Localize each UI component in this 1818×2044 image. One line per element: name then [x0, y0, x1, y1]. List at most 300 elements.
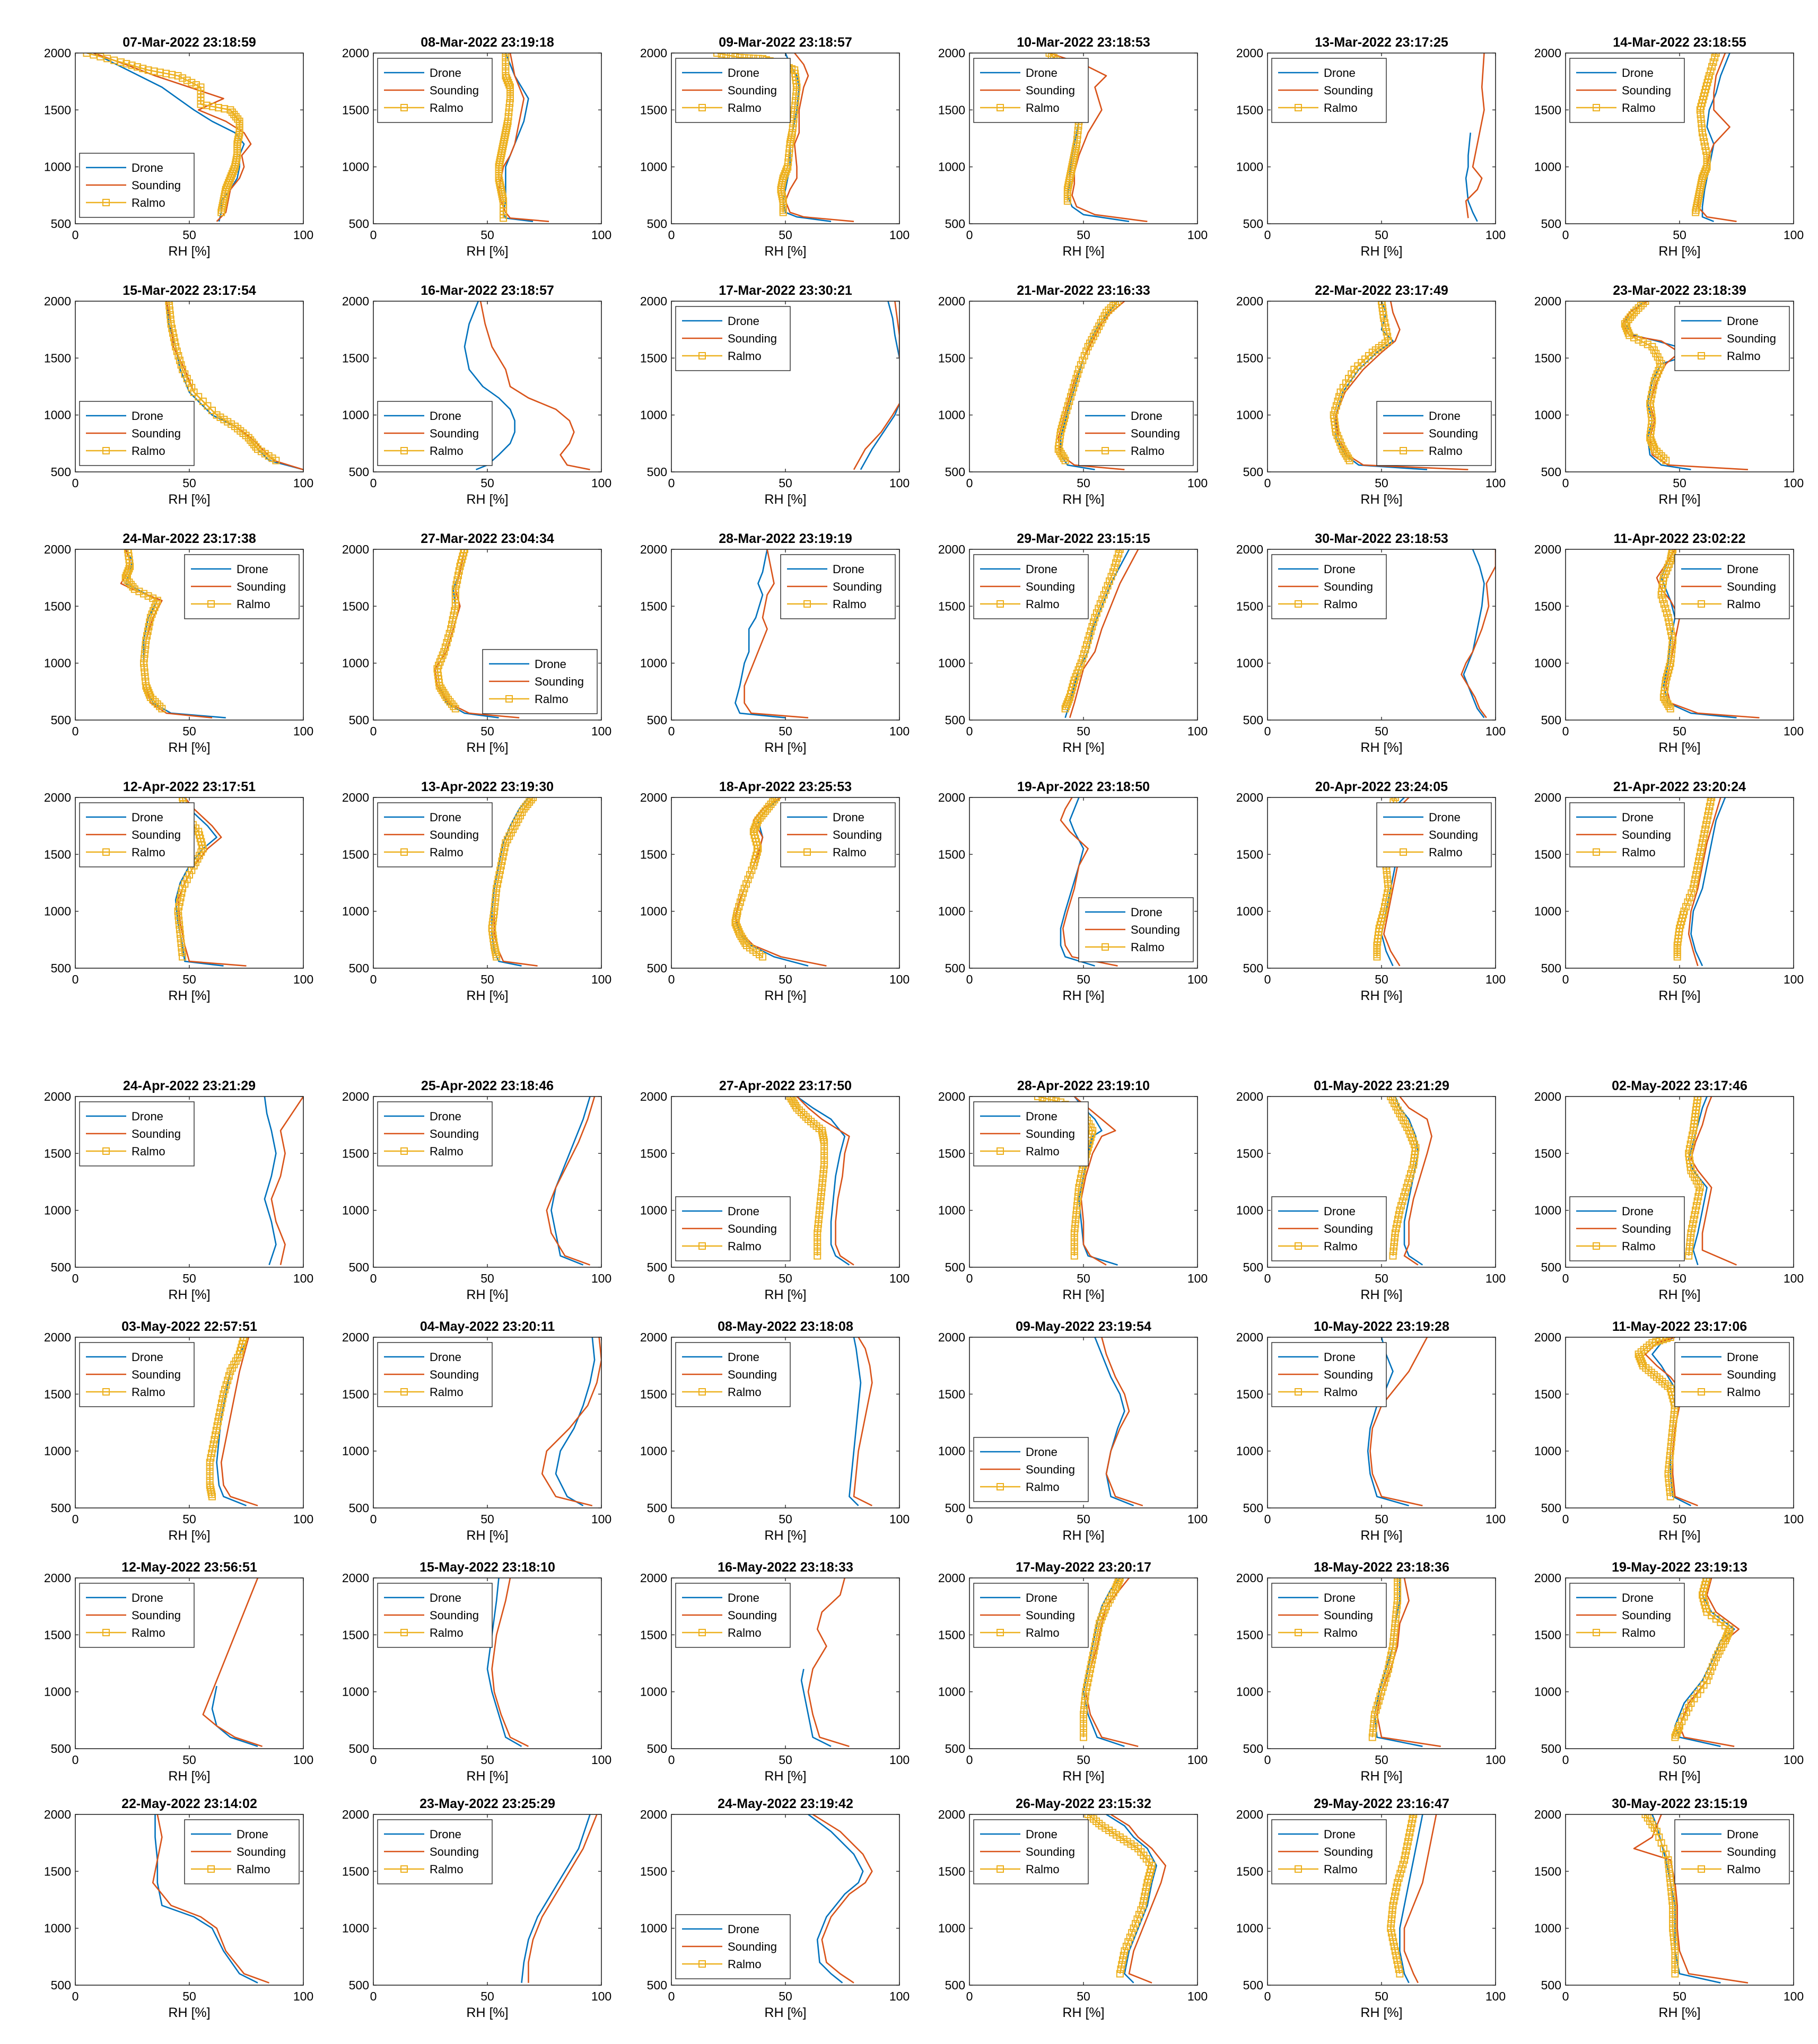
legend-label: Sounding	[1324, 1368, 1373, 1381]
legend-label: Drone	[430, 1110, 461, 1123]
series-line	[265, 1096, 276, 1265]
legend-label: Sounding	[132, 179, 181, 192]
series-line	[522, 1814, 590, 1983]
y-tick-label: 1000	[43, 1444, 71, 1458]
y-tick-label: 1500	[1534, 599, 1561, 613]
legend-label: Ralmo	[1324, 101, 1358, 115]
x-tick-label: 100	[1783, 972, 1804, 986]
legend-label: Ralmo	[833, 598, 867, 611]
y-tick-label: 500	[945, 1260, 965, 1274]
y-tick-label: 1000	[1236, 160, 1263, 174]
chart-title: 20-Apr-2022 23:24:05	[1315, 779, 1448, 794]
x-tick-label: 50	[480, 228, 494, 242]
legend-label: Drone	[1324, 1205, 1356, 1218]
y-tick-label: 1500	[43, 103, 71, 117]
x-tick-label: 100	[1783, 1753, 1804, 1767]
x-tick-label: 0	[72, 972, 79, 986]
legend-label: Drone	[1324, 1591, 1356, 1604]
y-tick-label: 1000	[342, 1685, 369, 1699]
legend-label: Sounding	[237, 1845, 286, 1858]
y-tick-label: 1500	[43, 599, 71, 613]
legend-label: Sounding	[1324, 580, 1373, 593]
legend	[974, 58, 1088, 122]
x-tick-label: 100	[591, 724, 612, 738]
x-tick-label: 50	[1375, 972, 1388, 986]
y-tick-label: 1500	[938, 1864, 965, 1879]
y-tick-label: 1000	[1534, 904, 1561, 918]
y-tick-label: 1500	[1236, 103, 1263, 117]
y-tick-label: 500	[50, 217, 71, 231]
y-tick-label: 500	[945, 1742, 965, 1756]
x-tick-label: 50	[182, 1753, 196, 1767]
legend	[80, 1343, 194, 1407]
x-tick-label: 0	[668, 1989, 675, 2003]
y-tick-label: 1000	[342, 160, 369, 174]
y-tick-label: 500	[348, 217, 369, 231]
y-tick-label: 2000	[342, 1330, 369, 1344]
x-axis-label: RH [%]	[1062, 1287, 1105, 1302]
legend-label: Drone	[535, 657, 566, 671]
y-tick-label: 500	[945, 1978, 965, 1992]
x-tick-label: 100	[1485, 724, 1506, 738]
x-tick-label: 0	[966, 724, 973, 738]
x-tick-label: 50	[779, 476, 792, 490]
chart-title: 23-May-2022 23:25:29	[419, 1796, 555, 1811]
y-tick-label: 500	[50, 1260, 71, 1274]
legend-label: Sounding	[728, 1222, 777, 1235]
legend-label: Ralmo	[728, 1240, 762, 1253]
y-tick-label: 2000	[43, 294, 71, 308]
legend-label: Sounding	[1131, 427, 1180, 440]
legend-label: Drone	[1727, 314, 1759, 328]
legend-label: Ralmo	[1026, 1145, 1060, 1158]
y-tick-label: 2000	[938, 294, 965, 308]
x-axis-label: RH [%]	[1062, 740, 1105, 755]
legend-label: Ralmo	[1324, 1240, 1358, 1253]
x-axis-label: RH [%]	[466, 2005, 509, 2020]
x-axis-label: RH [%]	[1360, 1528, 1403, 1543]
x-tick-label: 0	[370, 724, 377, 738]
y-tick-label: 1500	[342, 103, 369, 117]
chart-title: 27-Apr-2022 23:17:50	[719, 1078, 852, 1093]
legend-label: Sounding	[1622, 1609, 1671, 1622]
legend-label: Sounding	[1324, 1222, 1373, 1235]
x-tick-label: 50	[1673, 972, 1686, 986]
x-tick-label: 0	[72, 724, 79, 738]
legend-label: Ralmo	[430, 1145, 464, 1158]
legend-label: Ralmo	[1026, 101, 1060, 115]
x-tick-label: 0	[1562, 1989, 1569, 2003]
legend	[1377, 803, 1491, 867]
legend-label: Ralmo	[728, 1626, 762, 1639]
legend	[1570, 58, 1684, 122]
series-line	[1095, 1337, 1134, 1506]
legend-label: Sounding	[1131, 923, 1180, 936]
x-tick-label: 50	[182, 1271, 196, 1285]
profile-chart	[938, 1796, 1208, 2020]
legend-label: Drone	[132, 1110, 163, 1123]
legend-label: Ralmo	[430, 1385, 464, 1399]
chart-title: 17-Mar-2022 23:30:21	[719, 283, 852, 298]
x-tick-label: 0	[1264, 1989, 1271, 2003]
x-tick-label: 100	[1187, 476, 1208, 490]
y-tick-label: 2000	[1236, 1571, 1263, 1585]
y-tick-label: 1500	[1534, 1628, 1561, 1642]
legend-label: Sounding	[132, 427, 181, 440]
x-tick-label: 0	[370, 1989, 377, 2003]
chart-title: 04-May-2022 23:20:11	[419, 1319, 555, 1334]
legend-label: Sounding	[1324, 1609, 1373, 1622]
legend-label: Sounding	[1026, 580, 1075, 593]
y-tick-label: 1500	[640, 1864, 667, 1879]
x-tick-label: 100	[1485, 228, 1506, 242]
legend-label: Ralmo	[833, 846, 867, 859]
series-line	[542, 1337, 601, 1506]
profile-chart	[1534, 1560, 1804, 1784]
x-tick-label: 0	[1562, 724, 1569, 738]
profile-chart	[342, 1796, 611, 2020]
y-tick-label: 1500	[43, 351, 71, 365]
profile-chart	[640, 35, 910, 259]
profile-chart	[342, 1560, 611, 1784]
x-tick-label: 0	[966, 228, 973, 242]
chart-title: 16-Mar-2022 23:18:57	[421, 283, 554, 298]
x-tick-label: 0	[370, 1271, 377, 1285]
x-axis-label: RH [%]	[466, 740, 509, 755]
y-tick-label: 1500	[342, 351, 369, 365]
profile-chart	[1236, 1078, 1506, 1302]
y-tick-label: 2000	[938, 46, 965, 60]
y-tick-label: 1000	[938, 656, 965, 670]
y-tick-label: 2000	[1236, 1330, 1263, 1344]
profile-chart	[640, 1078, 910, 1302]
legend-label: Ralmo	[430, 846, 464, 859]
legend-label: Ralmo	[1622, 1240, 1656, 1253]
chart-title: 13-Apr-2022 23:19:30	[421, 779, 554, 794]
x-tick-label: 50	[1375, 1753, 1388, 1767]
legend-label: Drone	[430, 811, 461, 824]
y-tick-label: 2000	[342, 791, 369, 804]
legend-label: Drone	[1026, 1591, 1057, 1604]
y-tick-label: 2000	[1236, 1090, 1263, 1103]
x-tick-label: 50	[182, 972, 196, 986]
x-tick-label: 0	[668, 476, 675, 490]
x-tick-label: 50	[1375, 1989, 1388, 2003]
x-tick-label: 50	[480, 1753, 494, 1767]
profile-chart	[938, 1078, 1208, 1302]
y-tick-label: 2000	[1236, 46, 1263, 60]
legend-label: Sounding	[430, 1845, 479, 1858]
legend-label: Drone	[132, 1350, 163, 1364]
legend	[1272, 1583, 1386, 1647]
x-tick-label: 50	[1375, 1512, 1388, 1526]
x-tick-label: 100	[1187, 1271, 1208, 1285]
series-line	[1404, 1814, 1436, 1983]
y-tick-label: 2000	[342, 46, 369, 60]
legend-label: Ralmo	[728, 1958, 762, 1971]
x-tick-label: 100	[591, 1271, 612, 1285]
y-tick-label: 1000	[1534, 656, 1561, 670]
y-tick-label: 500	[50, 1742, 71, 1756]
legend	[1079, 898, 1193, 962]
profile-chart	[640, 1560, 910, 1784]
legend-label: Sounding	[430, 1127, 479, 1141]
y-tick-label: 1000	[938, 1685, 965, 1699]
legend-label: Ralmo	[1131, 444, 1165, 458]
y-tick-label: 2000	[342, 1808, 369, 1821]
x-tick-label: 0	[72, 1753, 79, 1767]
y-tick-label: 1500	[938, 103, 965, 117]
y-tick-label: 1500	[640, 1146, 667, 1161]
y-tick-label: 1500	[938, 351, 965, 365]
legend	[80, 1102, 194, 1166]
x-tick-label: 0	[1562, 1512, 1569, 1526]
y-tick-label: 2000	[1534, 1090, 1561, 1103]
x-axis-label: RH [%]	[1658, 244, 1701, 259]
legend-label: Ralmo	[1429, 846, 1463, 859]
legend-label: Drone	[1026, 66, 1057, 80]
legend	[974, 1102, 1088, 1166]
x-tick-label: 0	[72, 1271, 79, 1285]
y-tick-label: 2000	[1236, 1808, 1263, 1821]
profile-chart	[1236, 283, 1506, 507]
chart-title: 15-Mar-2022 23:17:54	[123, 283, 256, 298]
x-axis-label: RH [%]	[764, 1528, 807, 1543]
chart-title: 24-Mar-2022 23:17:38	[123, 531, 256, 546]
legend-label: Sounding	[1727, 1368, 1776, 1381]
chart-title: 24-Apr-2022 23:21:29	[123, 1078, 256, 1093]
x-axis-label: RH [%]	[466, 1528, 509, 1543]
legend-label: Sounding	[132, 1609, 181, 1622]
legend-label: Drone	[1622, 66, 1654, 80]
y-tick-label: 1500	[1236, 1628, 1263, 1642]
legend-label: Ralmo	[1324, 1385, 1358, 1399]
legend-label: Sounding	[1026, 84, 1075, 97]
x-axis-label: RH [%]	[1658, 988, 1701, 1003]
legend-label: Ralmo	[1324, 1626, 1358, 1639]
x-tick-label: 100	[591, 1989, 612, 2003]
legend	[974, 555, 1088, 619]
series-line	[1466, 53, 1484, 218]
x-tick-label: 50	[1673, 1989, 1686, 2003]
x-tick-label: 0	[966, 1271, 973, 1285]
y-tick-label: 1000	[1236, 1685, 1263, 1699]
y-tick-label: 1000	[342, 904, 369, 918]
x-axis-label: RH [%]	[764, 2005, 807, 2020]
profile-chart	[938, 35, 1208, 259]
legend-label: Drone	[1026, 1110, 1057, 1123]
legend-label: Drone	[1026, 563, 1057, 576]
x-tick-label: 100	[1187, 972, 1208, 986]
x-tick-label: 100	[1187, 1512, 1208, 1526]
profile-chart	[1534, 1796, 1804, 2020]
chart-title: 25-Apr-2022 23:18:46	[421, 1078, 554, 1093]
x-axis-label: RH [%]	[466, 492, 509, 507]
x-tick-label: 50	[182, 228, 196, 242]
profile-chart	[1236, 35, 1506, 259]
legend	[1675, 1820, 1789, 1884]
x-axis-label: RH [%]	[764, 492, 807, 507]
y-tick-label: 2000	[640, 1808, 667, 1821]
y-tick-label: 500	[1243, 1260, 1263, 1274]
x-tick-label: 100	[591, 1753, 612, 1767]
y-tick-label: 1000	[43, 1685, 71, 1699]
y-tick-label: 500	[646, 1501, 667, 1515]
profile-chart	[342, 35, 611, 259]
series-line	[1691, 797, 1726, 966]
x-tick-label: 0	[72, 1512, 79, 1526]
y-tick-label: 2000	[938, 791, 965, 804]
y-tick-label: 2000	[1534, 1571, 1561, 1585]
y-tick-label: 1500	[1534, 103, 1561, 117]
y-tick-label: 500	[1541, 961, 1561, 975]
y-tick-label: 500	[945, 1501, 965, 1515]
y-tick-label: 500	[646, 1978, 667, 1992]
x-axis-label: RH [%]	[168, 492, 211, 507]
chart-title: 23-Mar-2022 23:18:39	[1613, 283, 1746, 298]
series-line	[551, 1096, 590, 1265]
legend	[80, 153, 194, 217]
chart-title: 08-Mar-2022 23:19:18	[421, 35, 554, 50]
legend	[676, 306, 790, 371]
y-tick-label: 1000	[43, 1921, 71, 1935]
chart-title: 12-May-2022 23:56:51	[121, 1560, 257, 1575]
profile-chart	[1236, 1319, 1506, 1543]
legend-label: Sounding	[1622, 84, 1671, 97]
legend-label: Drone	[132, 409, 163, 423]
x-tick-label: 0	[1562, 476, 1569, 490]
y-tick-label: 1500	[938, 1628, 965, 1642]
y-tick-label: 2000	[1534, 294, 1561, 308]
chart-title: 21-Mar-2022 23:16:33	[1017, 283, 1150, 298]
y-tick-label: 1000	[640, 1203, 667, 1217]
chart-title: 10-Mar-2022 23:18:53	[1017, 35, 1150, 50]
x-tick-label: 50	[1375, 476, 1388, 490]
profile-chart	[342, 283, 611, 507]
x-tick-label: 100	[1485, 1989, 1506, 2003]
x-tick-label: 0	[668, 1512, 675, 1526]
profile-chart	[342, 531, 611, 755]
legend-label: Drone	[430, 1350, 461, 1364]
y-tick-label: 1500	[640, 103, 667, 117]
legend-label: Ralmo	[132, 444, 165, 458]
legend-label: Sounding	[833, 580, 882, 593]
y-tick-label: 1000	[640, 656, 667, 670]
chart-title: 18-May-2022 23:18:36	[1314, 1560, 1449, 1575]
chart-title: 03-May-2022 22:57:51	[121, 1319, 257, 1334]
x-axis-label: RH [%]	[168, 1769, 211, 1784]
y-tick-label: 1500	[938, 599, 965, 613]
legend-label: Ralmo	[1026, 1480, 1060, 1494]
y-tick-label: 1000	[1236, 1203, 1263, 1217]
legend	[378, 1820, 492, 1884]
y-tick-label: 1500	[640, 847, 667, 862]
legend-label: Sounding	[1622, 828, 1671, 841]
legend-label: Drone	[237, 1828, 268, 1841]
x-tick-label: 50	[182, 1512, 196, 1526]
legend-label: Drone	[728, 1591, 759, 1604]
profile-chart	[44, 35, 313, 259]
y-tick-label: 500	[1243, 713, 1263, 727]
chart-title: 29-May-2022 23:16:47	[1314, 1796, 1449, 1811]
legend-label: Sounding	[728, 1368, 777, 1381]
x-tick-label: 0	[1264, 476, 1271, 490]
legend	[378, 1102, 492, 1166]
x-tick-label: 100	[889, 724, 910, 738]
y-tick-label: 1500	[43, 1864, 71, 1879]
x-tick-label: 50	[1375, 228, 1388, 242]
y-tick-label: 500	[348, 1978, 369, 1992]
y-tick-label: 2000	[938, 1330, 965, 1344]
y-tick-label: 500	[1243, 1501, 1263, 1515]
legend-label: Ralmo	[1324, 598, 1358, 611]
legend-label: Ralmo	[132, 1626, 165, 1639]
legend-label: Drone	[1324, 563, 1356, 576]
legend-label: Sounding	[430, 1368, 479, 1381]
y-tick-label: 2000	[1534, 791, 1561, 804]
series-line	[528, 1814, 597, 1983]
x-tick-label: 50	[480, 1271, 494, 1285]
y-tick-label: 500	[646, 961, 667, 975]
legend-label: Drone	[1026, 1828, 1057, 1841]
y-tick-label: 2000	[640, 542, 667, 556]
x-axis-label: RH [%]	[764, 1769, 807, 1784]
legend	[676, 1197, 790, 1261]
legend	[378, 1343, 492, 1407]
y-tick-label: 500	[50, 1501, 71, 1515]
y-tick-label: 1500	[342, 1864, 369, 1879]
legend-label: Drone	[430, 409, 461, 423]
y-tick-label: 1000	[1236, 1921, 1263, 1935]
profile-chart	[1534, 1319, 1804, 1543]
legend	[1272, 555, 1386, 619]
x-tick-label: 100	[591, 972, 612, 986]
series-line	[272, 1096, 303, 1265]
y-tick-label: 500	[348, 465, 369, 479]
legend-label: Sounding	[430, 828, 479, 841]
chart-title: 19-Apr-2022 23:18:50	[1017, 779, 1150, 794]
y-tick-label: 1000	[1534, 160, 1561, 174]
legend	[676, 58, 790, 122]
x-tick-label: 100	[1485, 1271, 1506, 1285]
chart-title: 30-Mar-2022 23:18:53	[1315, 531, 1448, 546]
x-tick-label: 100	[591, 228, 612, 242]
y-tick-label: 1500	[43, 847, 71, 862]
y-tick-label: 1500	[43, 1146, 71, 1161]
legend	[185, 1820, 299, 1884]
legend-label: Ralmo	[535, 692, 569, 706]
legend-label: Sounding	[1026, 1845, 1075, 1858]
legend-label: Ralmo	[1429, 444, 1463, 458]
chart-title: 22-Mar-2022 23:17:49	[1315, 283, 1448, 298]
y-tick-label: 2000	[342, 1090, 369, 1103]
legend	[378, 401, 492, 466]
legend	[80, 1583, 194, 1647]
x-tick-label: 100	[889, 1989, 910, 2003]
legend	[676, 1583, 790, 1647]
legend-label: Ralmo	[132, 846, 165, 859]
profile-chart	[44, 283, 313, 507]
chart-title: 13-Mar-2022 23:17:25	[1315, 35, 1448, 50]
legend-label: Sounding	[430, 1609, 479, 1622]
legend	[1272, 1820, 1386, 1884]
y-tick-label: 2000	[1534, 46, 1561, 60]
series-line	[808, 1578, 849, 1747]
x-tick-label: 50	[1375, 724, 1388, 738]
x-axis-label: RH [%]	[1658, 1287, 1701, 1302]
x-axis-label: RH [%]	[1062, 492, 1105, 507]
x-axis-label: RH [%]	[168, 2005, 211, 2020]
